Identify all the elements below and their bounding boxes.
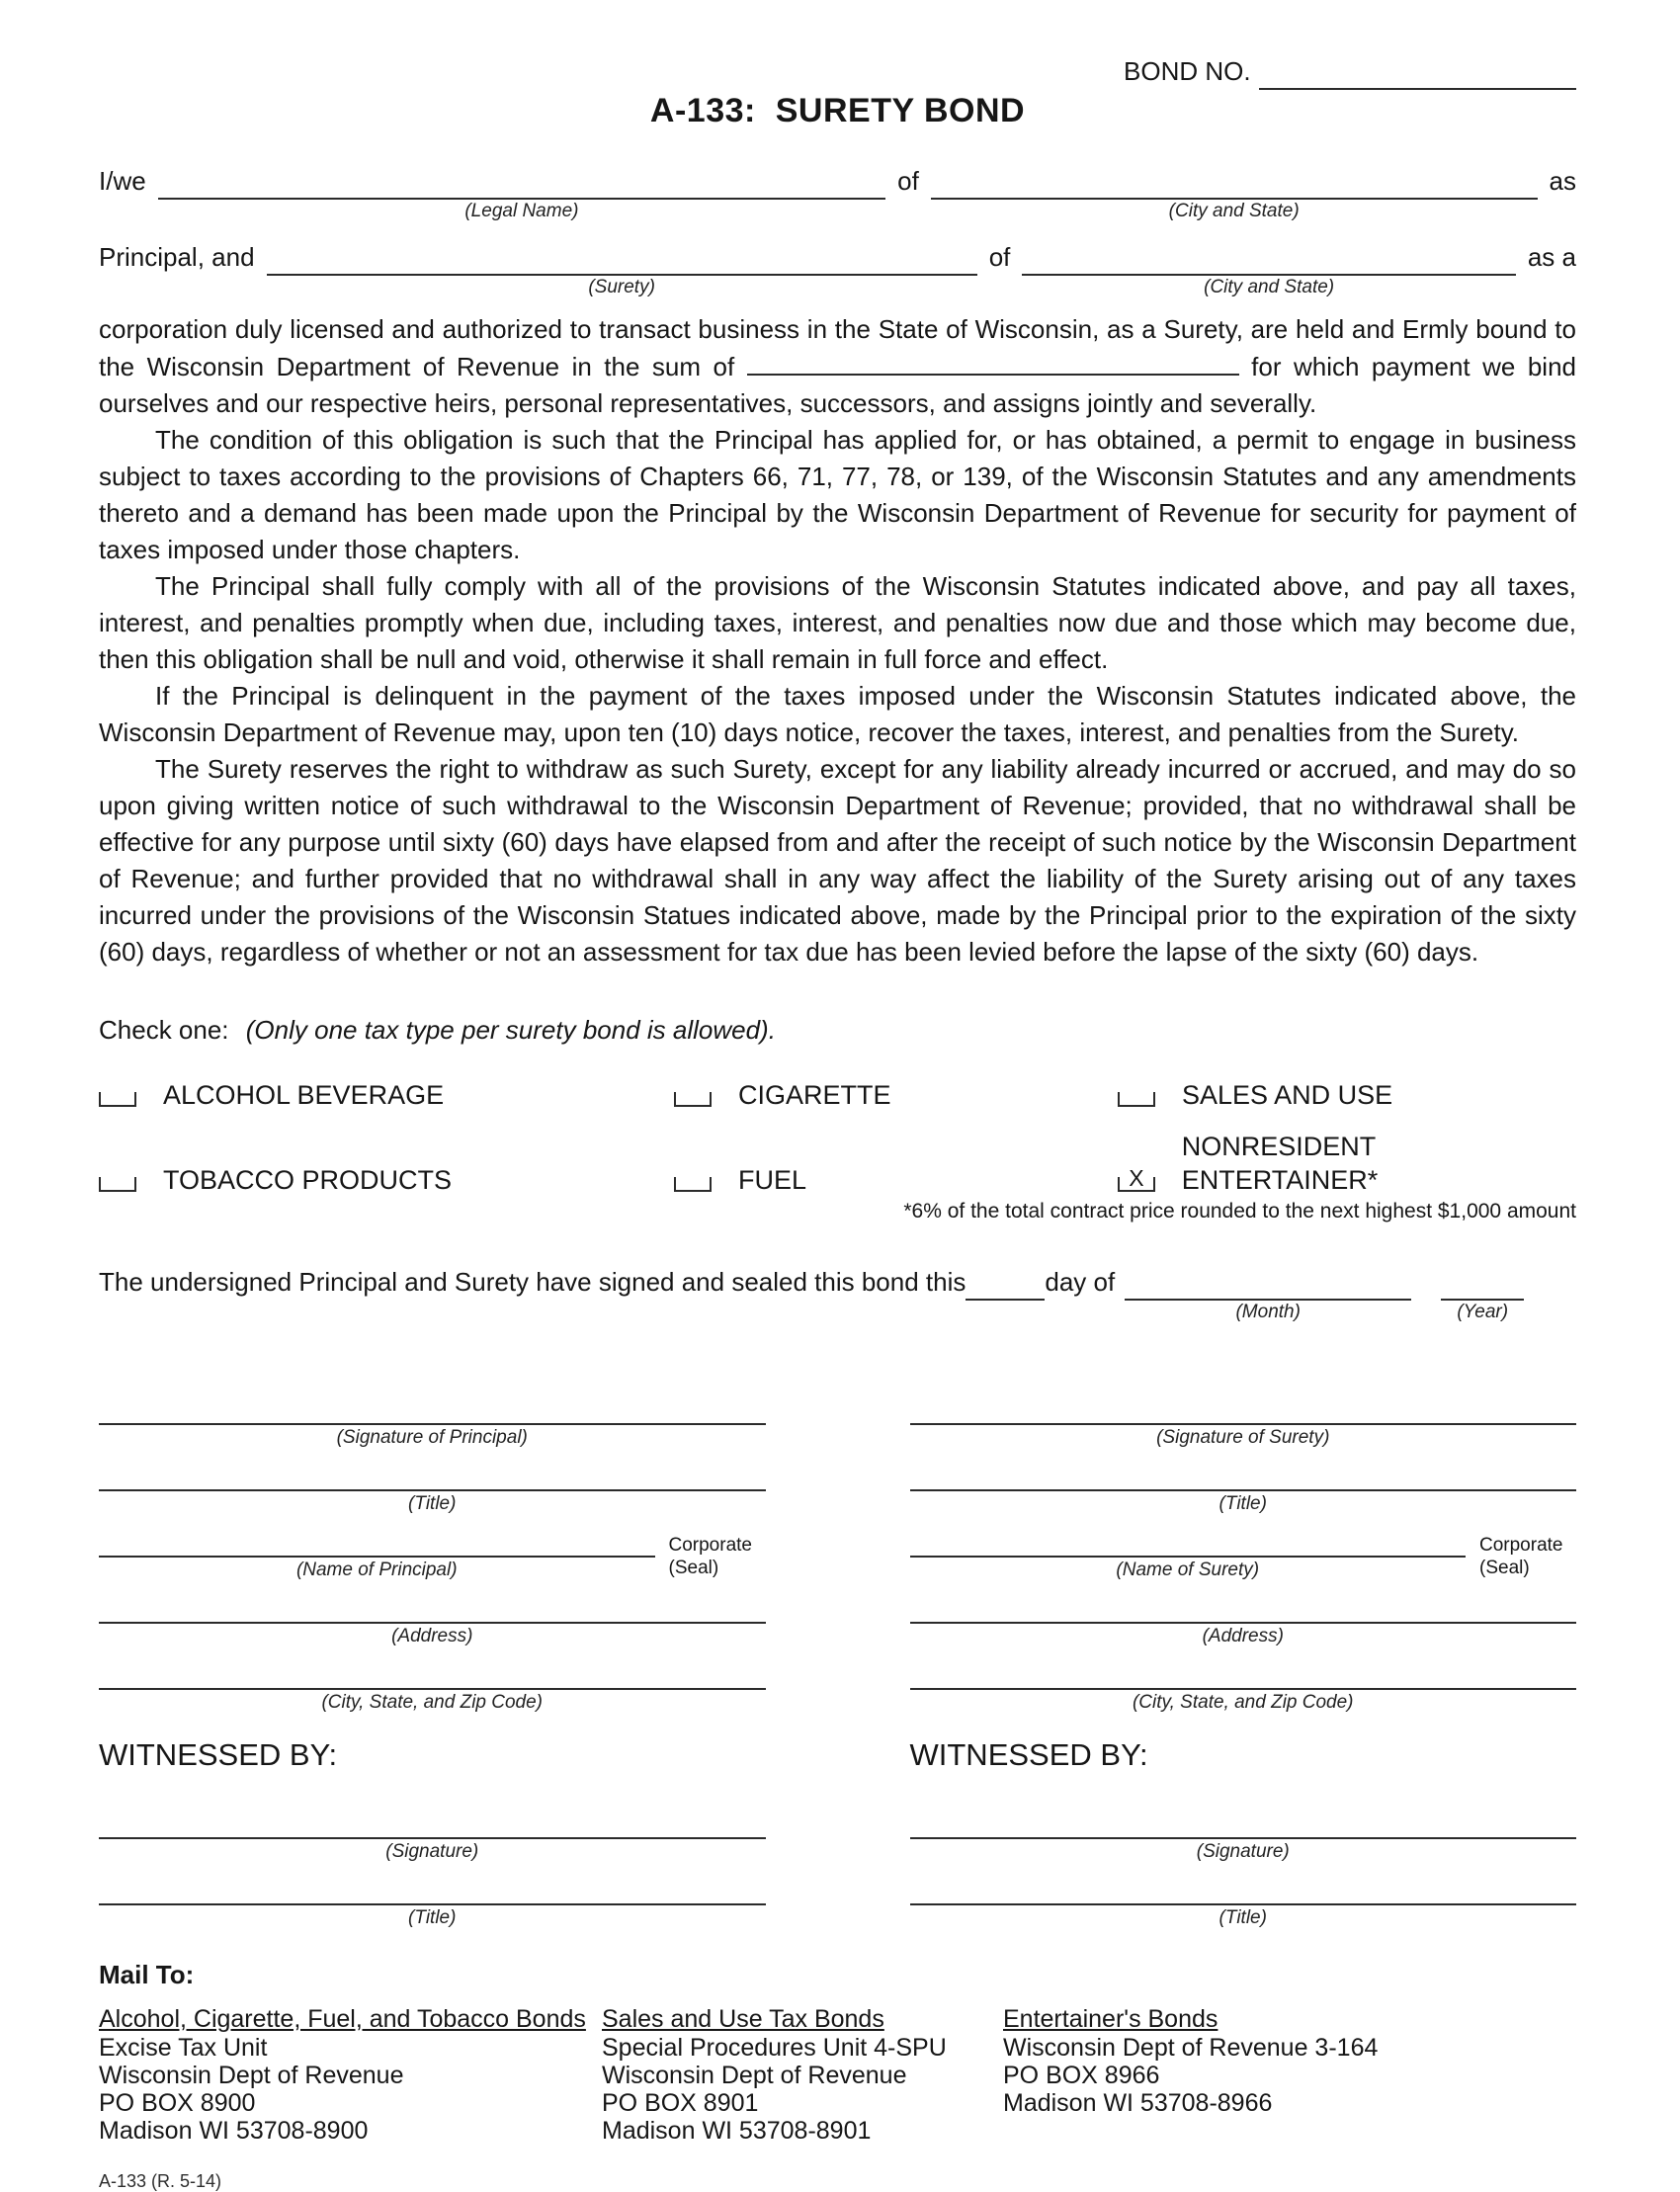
mail-column-excise: [99, 2005, 602, 2145]
principal-city-state-input[interactable]: [931, 168, 1538, 221]
principal-signature-line[interactable]: [99, 1395, 766, 1425]
bond-no-label: BOND NO.: [1124, 56, 1251, 86]
execution-text: The undersigned Principal and Surety have signed and sealed this bond this: [99, 1267, 966, 1297]
principal-city-caption: (City, State, and Zip Code): [321, 1692, 544, 1713]
surety-corporate-seal: [1466, 1534, 1576, 1582]
principal-witness-signature-row: [99, 1810, 766, 1864]
mail-line: Excise Tax Unit: [99, 2034, 268, 2062]
of-text-1: of: [897, 166, 919, 196]
principal-title-caption: (Title): [408, 1493, 457, 1514]
surety-city-state-caption: (City and State): [1204, 277, 1335, 297]
surety-signature-block: [910, 1395, 1577, 1942]
check-one-line: [99, 1012, 1576, 1049]
nonresident-entertainer-label: NONRESIDENT ENTERTAINER*: [1181, 1132, 1379, 1195]
principal-address-caption: (Address): [391, 1626, 473, 1646]
principal-witness-signature-caption: (Signature): [385, 1841, 479, 1862]
principal-address-line[interactable]: [99, 1594, 766, 1624]
obligation-text-b: for which payment we bind ourselves and our respective heirs, personal representatives, successors, and assigns jointly and severally.: [99, 352, 1576, 418]
obligation-text-a: corporation duly licensed and authorized to transact business in the State of Wisconsin, as a Surety, are held and Ermly bound to the Wisconsin Department of Revenue in the sum of: [99, 314, 1576, 381]
year-input[interactable]: [1441, 1269, 1524, 1322]
surety-signature-caption: (Signature of Surety): [1156, 1427, 1330, 1448]
mail-title-excise: Alcohol, Cigarette, Fuel, and Tobacco Bonds: [99, 2005, 586, 2033]
surety-signature-row: [910, 1395, 1577, 1450]
principal-corporate-seal: [655, 1534, 766, 1582]
checkbox-fuel[interactable]: [674, 1177, 712, 1192]
sum-amount-input[interactable]: [747, 348, 1239, 376]
mail-to-columns: [99, 2005, 1576, 2145]
mail-line: Madison WI 53708-8900: [99, 2117, 369, 2145]
mail-to-heading: Mail To:: [99, 1960, 195, 1989]
signature-section: [99, 1395, 1576, 1942]
principal-witness-title-row: [99, 1876, 766, 1930]
principal-city-row: [99, 1660, 766, 1715]
mail-line: PO BOX 8900: [99, 2089, 256, 2117]
principal-witness-title-caption: (Title): [408, 1907, 457, 1928]
principal-title-row: [99, 1462, 766, 1516]
surety-address-caption: (Address): [1202, 1626, 1284, 1646]
surety-witness-title-line[interactable]: [910, 1876, 1577, 1905]
option-alcohol-beverage: [99, 1078, 674, 1112]
legal-name-input[interactable]: [158, 168, 885, 221]
mail-line: PO BOX 8966: [1003, 2062, 1160, 2089]
bond-number-row: [1124, 53, 1576, 90]
cigarette-label: CIGARETTE: [738, 1080, 891, 1110]
seal-text-bottom: (Seal): [1479, 1558, 1530, 1578]
option-nonresident-entertainer: [1118, 1130, 1576, 1197]
checkbox-cigarette[interactable]: [674, 1092, 712, 1107]
seal-text-bottom: (Seal): [668, 1558, 719, 1578]
form-number: A-133 (R. 5-14): [99, 2171, 222, 2191]
surety-name-caption: (Name of Surety): [1116, 1560, 1260, 1580]
surety-identity-row: [99, 239, 1576, 297]
principal-address-row: [99, 1594, 766, 1648]
mail-title-sales-use: Sales and Use Tax Bonds: [602, 2005, 884, 2033]
principal-witness-signature-line[interactable]: [99, 1810, 766, 1839]
principal-signature-row: [99, 1395, 766, 1450]
surety-witness-signature-row: [910, 1810, 1577, 1864]
execution-date-row: [99, 1264, 1576, 1322]
principal-name-caption: (Name of Principal): [295, 1560, 458, 1580]
checkbox-alcohol-beverage[interactable]: [99, 1092, 136, 1107]
surety-city-line[interactable]: [910, 1660, 1577, 1690]
withdrawal-paragraph: The Surety reserves the right to withdraw as such Surety, except for any liability already incurred or accrued, and may do so upon giving written notice of such withdrawal to the Wisconsin Department of Revenue; provided, that no withdrawal shall be effective for any purpose until sixty (60) days have elapsed from and after the receipt of such notice by the Wisconsin Department of Revenue; and further provided that no withdrawal shall in any way affect the liability of the Surety arising out of any taxes incurred under the provisions of the Wisconsin Statues indicated above, made by the Principal prior to the expiration of the sixty (60) days, regardless of whether or not an assessment for tax due has been levied before the lapse of the sixty (60) days.: [99, 754, 1576, 967]
surety-signature-line[interactable]: [910, 1395, 1577, 1425]
surety-title-row: [910, 1462, 1577, 1516]
tax-type-options: [99, 1078, 1576, 1197]
surety-city-caption: (City, State, and Zip Code): [1132, 1692, 1354, 1713]
tobacco-products-label: TOBACCO PRODUCTS: [163, 1165, 453, 1195]
surety-witness-signature-caption: (Signature): [1196, 1841, 1290, 1862]
mail-line: PO BOX 8901: [602, 2089, 759, 2117]
surety-name-row: [910, 1528, 1577, 1582]
checkbox-tobacco-products[interactable]: [99, 1177, 136, 1192]
mail-line: Wisconsin Dept of Revenue 3-164: [1003, 2034, 1379, 2062]
surety-city-row: [910, 1660, 1577, 1715]
obligation-paragraph: [99, 311, 1576, 422]
principal-witnessed-by-heading: WITNESSED BY:: [99, 1737, 338, 1772]
bond-no-input[interactable]: [1259, 58, 1576, 90]
fuel-label: FUEL: [738, 1165, 807, 1195]
seal-text-top: Corporate: [668, 1535, 752, 1556]
principal-identity-row: [99, 163, 1576, 221]
surety-caption: (Surety): [588, 277, 655, 297]
entertainer-footnote: *6% of the total contract price rounded to the next highest $1,000 amount: [903, 1200, 1576, 1222]
mail-to-section: [99, 1958, 1576, 2145]
compliance-paragraph: The Principal shall fully comply with all of the provisions of the Wisconsin Statutes indicated above, and pay all taxes, interest, and penalties promptly when due, including taxes, interest, and penalties now due and those which may become due, then this obligation shall be null and void, otherwise it shall remain in full force and effect.: [99, 571, 1576, 674]
surety-name-line[interactable]: [910, 1528, 1467, 1558]
sales-and-use-label: SALES AND USE: [1182, 1080, 1393, 1110]
day-input[interactable]: [966, 1269, 1045, 1301]
mail-line: Madison WI 53708-8901: [602, 2117, 872, 2145]
mail-column-entertainer: [1003, 2005, 1576, 2145]
as-a-text: as a: [1527, 242, 1576, 272]
check-one-note: (Only one tax type per surety bond is allowed).: [245, 1015, 776, 1045]
delinquency-paragraph: If the Principal is delinquent in the payment of the taxes imposed under the Wisconsin Statutes indicated above, the Wisconsin Department of Revenue may, upon ten (10) days notice, recover the taxes, interest, and penalties from the Surety.: [99, 681, 1576, 747]
surety-witness-title-row: [910, 1876, 1577, 1930]
surety-title-caption: (Title): [1218, 1493, 1267, 1514]
surety-witness-signature-line[interactable]: [910, 1810, 1577, 1839]
check-one-label: Check one:: [99, 1015, 229, 1045]
mail-title-entertainer: Entertainer's Bonds: [1003, 2005, 1218, 2033]
checkbox-nonresident-entertainer[interactable]: [1118, 1165, 1155, 1192]
principal-name-line[interactable]: [99, 1528, 655, 1558]
condition-paragraph: The condition of this obligation is such that the Principal has applied for, or has obtained, a permit to engage in business subject to taxes according to the provisions of Chapters 66, 71, 77, 78, or 139, of the Wisconsin Statutes and any amendments thereto and a demand has been made upon the Principal by the Wisconsin Department of Revenue for security for payment of taxes imposed under those chapters.: [99, 425, 1576, 564]
surety-name-input[interactable]: [267, 244, 977, 297]
surety-title-line[interactable]: [910, 1462, 1577, 1491]
month-input[interactable]: [1125, 1269, 1411, 1322]
mail-line: Wisconsin Dept of Revenue: [602, 2062, 907, 2089]
mail-column-sales-use: [602, 2005, 1003, 2145]
principal-signature-block: [99, 1395, 766, 1942]
principal-city-line[interactable]: [99, 1660, 766, 1690]
option-cigarette: [674, 1078, 1118, 1112]
option-fuel: [674, 1130, 1118, 1197]
option-tobacco-products: [99, 1130, 674, 1197]
month-caption: (Month): [1235, 1302, 1301, 1322]
checkbox-x-mark: X: [1129, 1165, 1144, 1191]
mail-line: Wisconsin Dept of Revenue: [99, 2062, 404, 2089]
principal-title-line[interactable]: [99, 1462, 766, 1491]
checkbox-sales-and-use[interactable]: [1118, 1092, 1155, 1107]
mail-line: Madison WI 53708-8966: [1003, 2089, 1273, 2117]
page-title: A-133: SURETY BOND: [649, 92, 1026, 129]
option-sales-and-use: [1118, 1078, 1576, 1112]
of-text-2: of: [988, 242, 1011, 272]
legal-name-caption: (Legal Name): [464, 201, 579, 221]
day-of-text: day of: [1045, 1267, 1116, 1297]
principal-signature-caption: (Signature of Principal): [336, 1427, 528, 1448]
surety-witnessed-by-heading: WITNESSED BY:: [909, 1737, 1148, 1772]
iwe-text: I/we: [99, 166, 146, 196]
mail-line: Special Procedures Unit 4-SPU: [602, 2034, 947, 2062]
surety-address-row: [910, 1594, 1577, 1648]
seal-text-top: Corporate: [1479, 1535, 1563, 1556]
principal-and-text: Principal, and: [99, 242, 255, 272]
surety-address-line[interactable]: [910, 1594, 1577, 1624]
principal-witness-title-line[interactable]: [99, 1876, 766, 1905]
principal-name-row: [99, 1528, 766, 1582]
principal-city-state-caption: (City and State): [1168, 201, 1300, 221]
surety-city-state-input[interactable]: [1022, 244, 1515, 297]
as-text-1: as: [1549, 166, 1576, 196]
surety-witness-title-caption: (Title): [1218, 1907, 1267, 1928]
year-caption: (Year): [1457, 1302, 1509, 1322]
alcohol-beverage-label: ALCOHOL BEVERAGE: [163, 1080, 445, 1110]
